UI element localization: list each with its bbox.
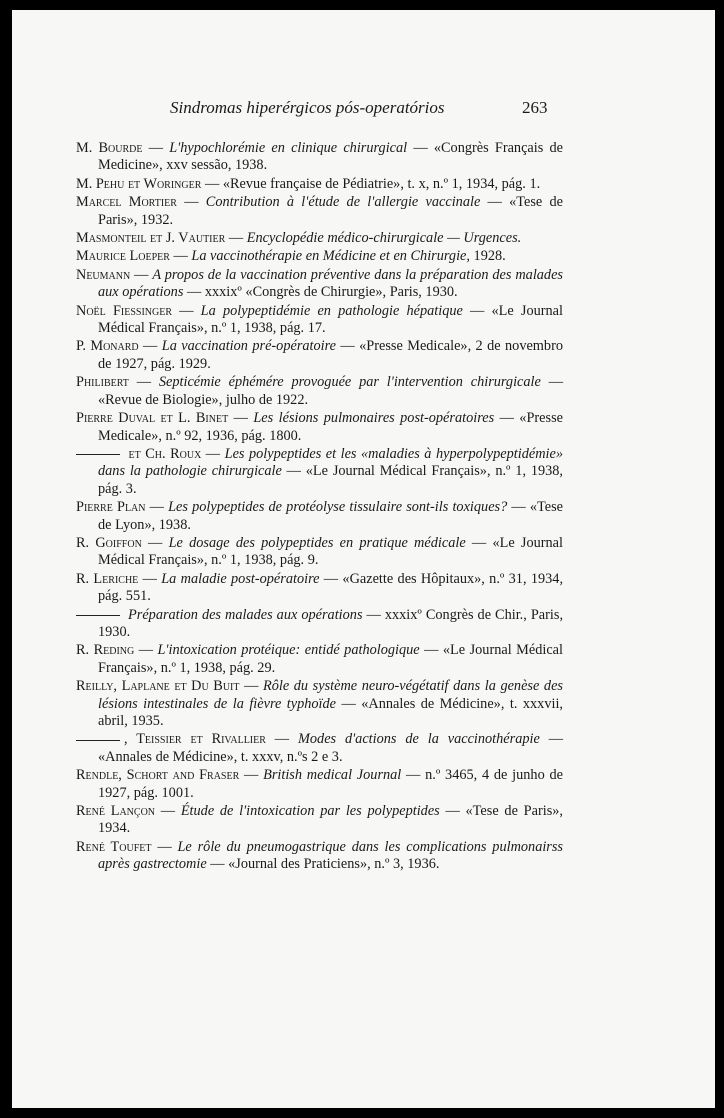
reference-entry: Masmonteil et J. Vautier — Encyclopédie médico-chirurgicale — Urgences. [76,230,522,247]
reference-title: Les polypeptides de protéolyse tissulaire sont-ils toxiques? [168,499,508,516]
reference-source: «Journal des Praticiens», n.º 3, 1936. [228,856,440,873]
reference-title: La vaccinothérapie en Médicine et en Chirurgie, [191,248,470,265]
reference-author: M. Pehu et Woringer [76,175,202,192]
reference-entry: Neumann — A propos de la vaccination préventive dans la préparation des malades aux opérations — xxxixº «Congrès de Chirurgie», Paris, 1930. [76,266,563,301]
reference-title: A propos de la vaccination préventive dans la préparation des malades aux opérations [98,266,563,301]
reference-title: Rôle du système neuro-végétatif dans la genèse des lésions intestinales de la fièvre typhoïde [98,678,563,712]
reference-author: R. Reding [76,642,135,659]
reference-source: «Tese de Paris», 1932. [98,194,563,228]
reference-entry: , Teissier et Rivallier — Modes d'actions de la vaccinothérapie — «Annales de Médicine», t. xxxv, n.ºs 2 e 3. [76,731,563,766]
reference-entry: R. Goiffon — Le dosage des polypeptides en pratique médicale — «Le Journal Médical Français», n.º 1, 1938, pág. 9. [76,534,564,569]
reference-source: «Le Journal Médical Français», n.º 1, 1938, pág. 3. [98,463,563,497]
reference-author: René Toufet [76,838,152,855]
reference-author: Noël Fiessinger [76,302,173,319]
reference-title: Modes d'actions de la vaccinothérapie [297,731,540,748]
reference-source: n.º 3465, 4 de junho de 1927, pág. 1001. [98,767,563,801]
reference-entry: Philibert — Septicémie éphémére provoguée par l'intervention chirurgicale — «Revue de Biologie», julho de 1922. [76,374,563,408]
reference-author: R. Leriche [76,570,139,587]
reference-title: L'intoxication protéique: entidé pathologique [157,642,420,659]
reference-title: Le rôle du pneumogastrique dans les complications pulmonairss après gastrectomie [98,838,564,873]
running-title: Sindromas hiperérgicos pós-operatórios [170,98,445,117]
reference-author: Maurice Loeper [76,248,170,265]
reference-list [76,140,563,875]
page-header [12,98,715,120]
reference-author: , Teissier et Rivallier [124,731,266,748]
reference-entry: Reilly, Laplane et Du Buit — Rôle du système neuro-végétatif dans la genèse des lésions intestinales de la fièvre typhoïde — «Annales de Médicine», t. xxxvii, abril, 1935. [76,678,563,729]
reference-title: La vaccination pré-opératoire [161,338,337,355]
reference-source: «Presse Medicale», n.º 92, 1936, pág. 1800. [98,410,563,444]
reference-source: «Tese de Lyon», 1938. [98,499,563,533]
page-number: 263 [522,98,548,117]
reference-entry: Pierre Duval et L. Binet — Les lésions pulmonaires post-opératoires — «Presse Medicale», n.º 92, 1936, pág. 1800. [76,410,563,444]
reference-author: M. Bourde [76,140,143,156]
reference-title: British medical Journal [263,767,402,784]
reference-author: Pierre Duval et L. Binet [76,410,229,427]
reference-author: Masmonteil et J. Vautier [76,230,226,247]
reference-source: «Annales de Médicine», t. xxxv, n.ºs 2 e 3. [98,748,343,765]
reference-title: La maladie post-opératoire [161,570,320,587]
reference-source: «Revue de Biologie», julho de 1922. [98,391,309,408]
reference-entry: R. Leriche — La maladie post-opératoire — «Gazette des Hôpitaux», n.º 31, 1934, pág. 551. [76,570,564,605]
reference-entry: Pierre Plan — Les polypeptides de protéolyse tissulaire sont-ils toxiques? — «Tese de Lyon», 1938. [76,499,563,533]
reference-title: Étude de l'intoxication par les polypeptides [180,803,440,820]
reference-title: Le dosage des polypeptides en pratique médicale [168,534,466,551]
ditto-dash [76,615,120,616]
reference-entry: P. Monard — La vaccination pré-opératoire — «Presse Medicale», 2 de novembro de 1927, pág. 1929. [76,338,563,372]
reference-entry: Maurice Loeper — La vaccinothérapie en Médicine et en Chirurgie, 1928. [76,248,506,265]
reference-author: Marcel Mortier [76,194,177,211]
reference-source: «Tese de Paris», 1934. [98,803,563,837]
reference-source: «Annales de Médicine», t. xxxvii, abril, 1935. [98,695,563,729]
reference-title: L'hypochlorémie en clinique chirurgical [169,140,408,156]
reference-title: La polypeptidémie en pathologie hépatique [200,302,463,319]
reference-author: René Lançon [76,803,156,820]
document-page [12,10,715,1108]
ditto-dash [76,454,120,455]
reference-source: «Le Journal Médical Français», n.º 1, 1938, pág. 9. [98,534,564,569]
reference-entry: René Lançon — Étude de l'intoxication par les polypeptides — «Tese de Paris», 1934. [76,803,563,837]
reference-source: «Gazette des Hôpitaux», n.º 31, 1934, pág. 551. [98,570,564,605]
reference-source: «Le Journal Médical Français», n.º 1, 1938, pág. 17. [98,302,563,337]
reference-title: Préparation des malades aux opérations [128,606,363,623]
reference-entry: Préparation des malades aux opérations — xxxixº Congrès de Chir., Paris, 1930. [76,607,563,642]
reference-author: P. Monard [76,338,139,355]
reference-source: «Presse Medicale», 2 de novembro de 1927, pág. 1929. [98,338,563,372]
reference-source: xxxixº «Congrès de Chirurgie», Paris, 1930. [204,284,458,301]
reference-title: Les polypeptides et les «maladies à hyperpolypeptidémie» dans la pathologie chirurgicale [98,445,563,480]
reference-title: Contribution à l'étude de l'allergie vaccinale [205,194,481,211]
reference-author: Pierre Plan [76,499,146,516]
reference-source: xxxixº Congrès de Chir., Paris, 1930. [98,606,564,640]
reference-source: 1928. [473,248,506,265]
reference-entry: R. Reding — L'intoxication protéique: entidé pathologique — «Le Journal Médical Français», n.º 1, 1938, pág. 29. [76,642,563,676]
reference-author: Neumann [76,266,131,283]
reference-entry: Noël Fiessinger — La polypeptidémie en pathologie hépatique — «Le Journal Médical Français», n.º 1, 1938, pág. 17. [76,302,563,337]
reference-entry: Marcel Mortier — Contribution à l'étude de l'allergie vaccinale — «Tese de Paris», 1932. [76,194,563,228]
reference-title: Encyclopédie médico-chirurgicale — Urgences. [246,230,522,247]
reference-title: Septicémie éphémére provoguée par l'intervention chirurgicale [158,374,541,391]
reference-entry: et Ch. Roux — Les polypeptides et les «maladies à hyperpolypeptidémie» dans la pathologie chirurgicale — «Le Journal Médical Français», n.º 1, 1938, pág. 3. [76,446,563,498]
reference-author: R. Goiffon [76,534,142,551]
reference-source: «Revue française de Pédiatrie», t. x, n.º 1, 1934, pág. 1. [222,175,541,192]
ditto-dash [76,740,120,741]
reference-title: Les lésions pulmonaires post-opératoires [253,410,495,427]
reference-author: Philibert [76,374,129,391]
reference-entry: René Toufet — Le rôle du pneumogastrique dans les complications pulmonairss après gastrectomie — «Journal des Praticiens», n.º 3, 1936. [76,838,564,873]
reference-source: «Le Journal Médical Français», n.º 1, 1938, pág. 29. [98,642,563,676]
reference-author: et Ch. Roux [128,445,202,462]
reference-author: Rendle, Schort and Fraser [76,767,240,784]
reference-entry: M. Pehu et Woringer — «Revue française de Pédiatrie», t. x, n.º 1, 1934, pág. 1. [76,175,541,192]
reference-author: Reilly, Laplane et Du Buit [76,678,240,695]
reference-entry: Rendle, Schort and Fraser — British medical Journal — n.º 3465, 4 de junho de 1927, pág. 1001. [76,767,563,801]
reference-source: «Congrès Français de Medicine», xxv sessão, 1938. [98,140,563,174]
reference-entry: M. Bourde — L'hypochlorémie en clinique chirurgical — «Congrès Français de Medicine», xxv sessão, 1938. [76,140,563,174]
